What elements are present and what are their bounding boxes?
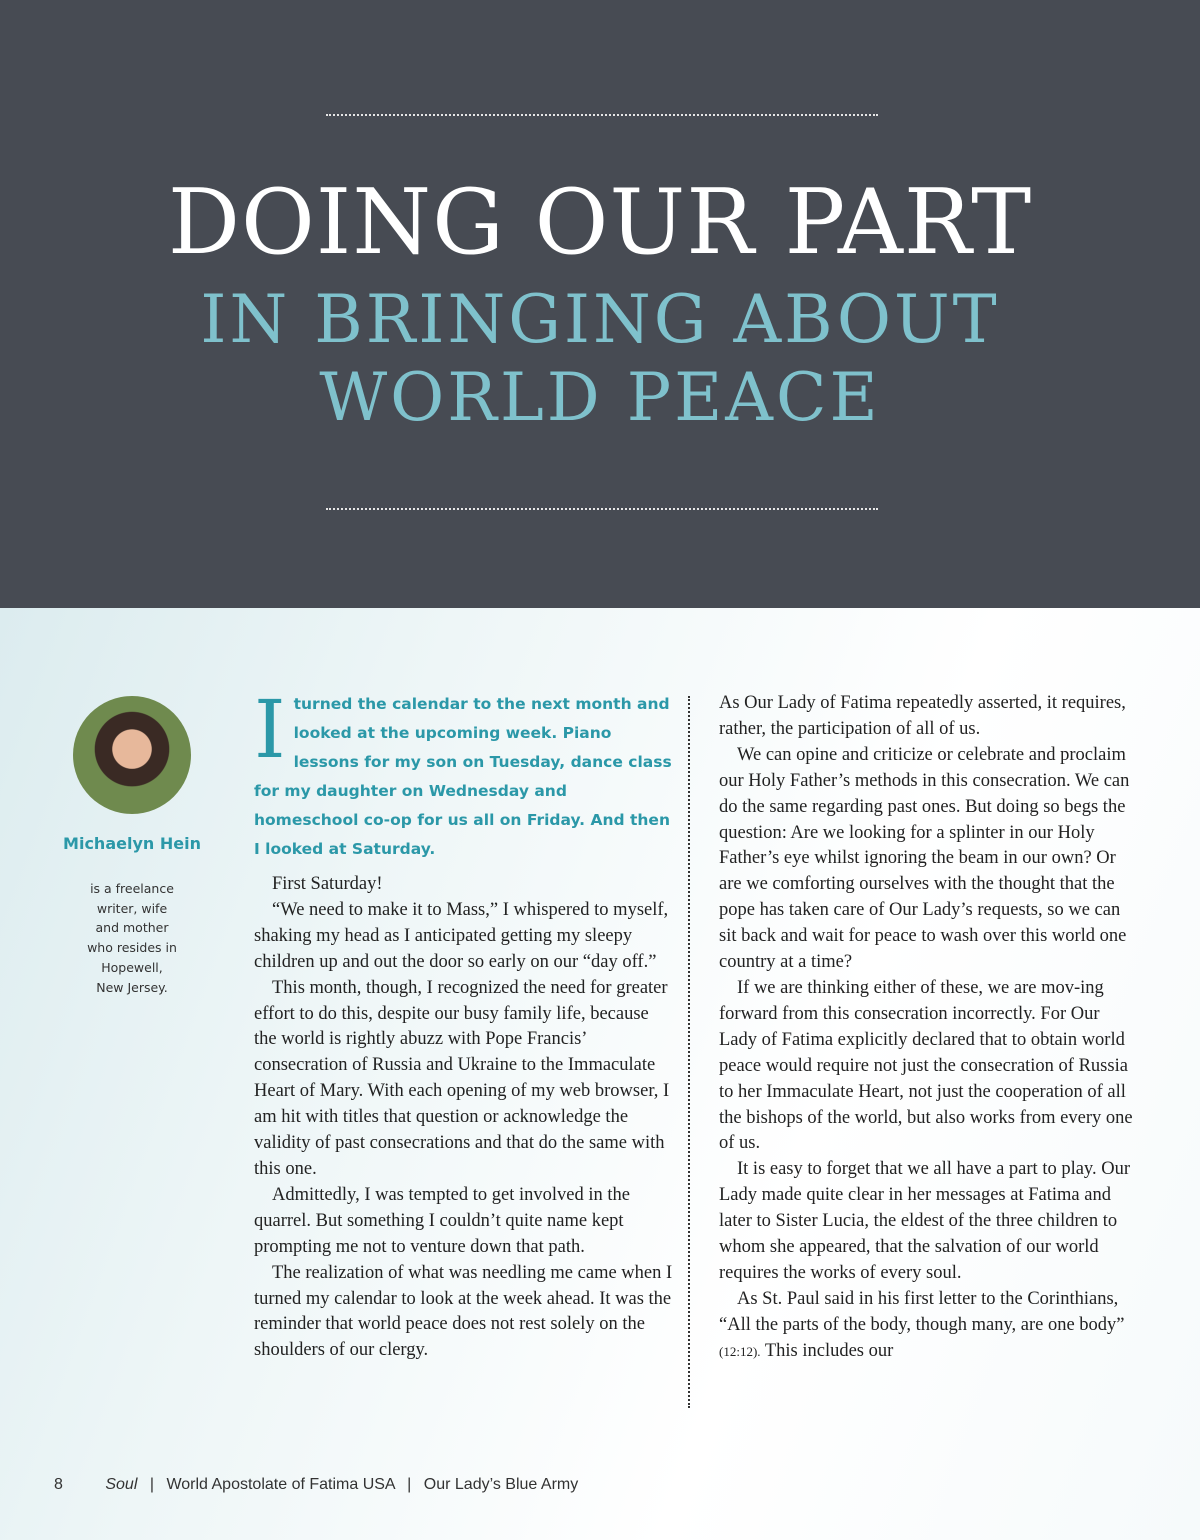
drop-cap: I [254, 683, 286, 776]
body-paragraph: First Saturday! [272, 874, 383, 894]
body-paragraph: Admittedly, I was tempted to get involved in the quarrel. But something I couldn’t quite name kept prompting me not to venture down that path. [254, 1184, 630, 1257]
top-dotted-rule [326, 114, 878, 116]
magazine-name: Soul [105, 1476, 138, 1493]
body-paragraph: If we are thinking either of these, we are mov-ing forward from this consecration incorrectly. For Our Lady of Fatima explicitly declared that to obtain world peace would require not just the consecration of Russia to her Immaculate Heart, not just the cooperation of all the bishops of the world, but also works from every one of us. [719, 977, 1133, 1154]
footer-separator: | [149, 1476, 154, 1493]
author-bio-line: who resides in [87, 940, 177, 956]
author-bio [62, 879, 202, 997]
body-paragraph: We can opine and criticize or celebrate and proclaim our Holy Father’s methods in this consecration. We can do the same regarding past ones. But doing so begs the question: Are we looking for a splinter in our Holy Father’s eye whilst ignoring the beam in our own? Or are we comforting ourselves with the thought that the pope has taken care of Our Lady’s requests, so we can sit back and wait for peace to wash over this world one country at a time? [719, 744, 1130, 973]
author-bio-line: Hopewell, [101, 959, 163, 975]
author-bio-line: writer, wife [96, 900, 168, 916]
article-subtitle-line2: WORLD PEACE [319, 359, 881, 436]
bottom-dotted-rule [326, 508, 878, 510]
article-title: DOING OUR PART [167, 170, 1033, 275]
author-bio-line: New Jersey. [96, 979, 168, 995]
organization-tagline: Our Lady’s Blue Army [423, 1476, 579, 1493]
body-column-right [719, 691, 1139, 1365]
lede-paragraph [254, 683, 674, 864]
body-paragraph: “We need to make it to Mass,” I whispered to myself, shaking my head as I anticipated getting my sleepy children up and out the door so early on our “day off.” [254, 899, 669, 972]
column-divider [688, 696, 690, 1408]
lede-text: turned the calendar to the next month and looked at the upcoming week. Piano lessons for my son on Tuesday, dance class for my daughter on Wednesday and homeschool co-op for us all on Friday. And then I looked at Saturday. [254, 695, 672, 858]
page-footer [54, 1476, 578, 1494]
author-bio-line: is a freelance [90, 881, 174, 896]
body-paragraph: This month, though, I recognized the need for greater effort to do this, despite our busy family life, because the world is rightly abuzz with Pope Francis’ consecration of Russia and Ukraine to the Immaculate Heart of Mary. With each opening of my web browser, I am hit with titles that question or acknowledge the validity of past consecrations and that do the same with this one. [254, 977, 670, 1179]
scripture-reference: (12:12). [719, 1343, 761, 1359]
organization-name: World Apostolate of Fatima USA [166, 1476, 395, 1493]
body-paragraph: As Our Lady of Fatima repeatedly asserted, it requires, rather, the participation of all of us. [719, 693, 1126, 739]
author-bio-line: and mother [95, 920, 169, 936]
body-paragraph: The realization of what was needling me came when I turned my calendar to look at the week ahead. It was the reminder that world peace does not rest solely on the shoulders of our clergy. [254, 1262, 673, 1361]
paragraph-text: This includes our [764, 1340, 894, 1361]
article-header [0, 0, 1200, 608]
footer-separator: | [407, 1476, 412, 1493]
body-column-left [254, 872, 674, 1364]
author-name: Michaelyn Hein [63, 834, 201, 853]
paragraph-text: As St. Paul said in his first letter to the Corinthians, “All the parts of the body, though many, are one body” [719, 1288, 1125, 1335]
body-paragraph [719, 1287, 1139, 1365]
article-subtitle-line1: IN BRINGING ABOUT [200, 281, 1000, 358]
author-photo [73, 696, 191, 814]
body-paragraph: It is easy to forget that we all have a part to play. Our Lady made quite clear in her messages at Fatima and later to Sister Lucia, the eldest of the three children to whom she appeared, that the salvation of our world requires the works of every soul. [719, 1159, 1130, 1283]
page-number: 8 [54, 1476, 63, 1493]
